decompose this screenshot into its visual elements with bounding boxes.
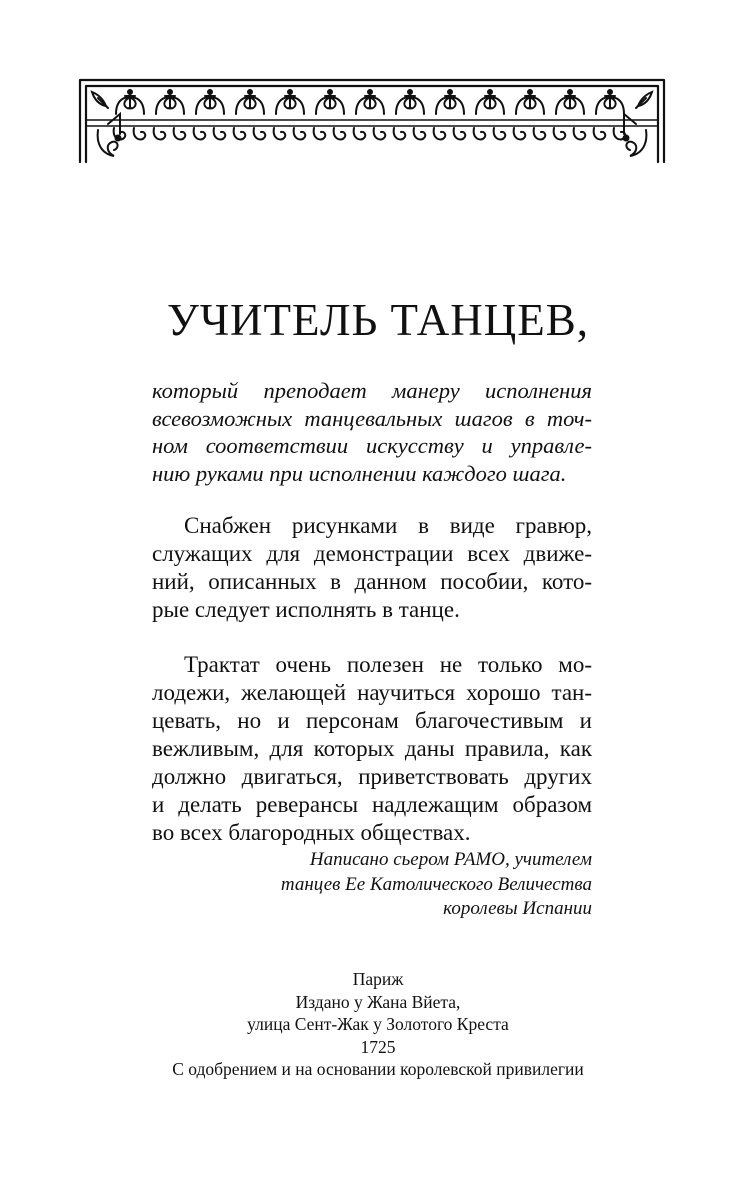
ornament-motif: [194, 90, 226, 140]
ornament-motif: [274, 90, 306, 140]
paragraph-line: во всех благородных обществах.: [152, 820, 471, 845]
imprint-year: 1725: [360, 1036, 396, 1057]
subtitle: [152, 377, 592, 487]
ornament-motif: [234, 90, 266, 140]
author-line: танцев Ее Католического Величества: [280, 873, 592, 895]
ornamental-header-border: [78, 78, 666, 164]
paragraph-treatise: [152, 651, 592, 847]
author-line: Написано сьером РАМО, учителем: [309, 849, 592, 870]
imprint-publisher: Издано у Жана Вйета,: [295, 991, 461, 1012]
imprint-city: Париж: [352, 969, 404, 989]
paragraph-line: вежливым, для которых даны правила, как: [152, 736, 592, 761]
paragraph-illustrations: [152, 512, 592, 624]
ornament-motif: [314, 90, 346, 140]
paragraph-line: цевать, но и персонам благочестивым и: [152, 708, 592, 733]
ornament-motif: [594, 90, 626, 140]
paragraph-line: Трактат очень полезен не только мо-: [184, 652, 592, 677]
page-title: УЧИТЕЛЬ ТАНЦЕВ,: [166, 295, 590, 345]
ornament-motif: [514, 90, 546, 140]
ornament-motif: [554, 90, 586, 140]
ornament-motif: [474, 90, 506, 140]
paragraph-line: ний, описанных в данном пособии, кото-: [152, 569, 592, 594]
subtitle-line: который преподает манеру исполнения: [152, 378, 592, 403]
author-credit: [152, 848, 592, 922]
subtitle-line: ном соответствии искусству и управле-: [152, 433, 592, 458]
subtitle-line: нию руками при исполнении каждого шага.: [152, 460, 567, 486]
paragraph-line: рые следует исполнять в танце.: [152, 597, 460, 622]
author-line: королевы Испании: [443, 898, 592, 919]
publisher-imprint: [0, 968, 756, 1081]
ornament-motif: [154, 90, 186, 140]
imprint-privilege: С одобрением и на основании королевской привилегии: [172, 1059, 584, 1079]
ornament-motif: [354, 90, 386, 140]
paragraph-line: служащих для демонстрации всех движе-: [152, 541, 592, 566]
ornament-motif: [434, 90, 466, 140]
imprint-address: улица Сент-Жак у Золотого Креста: [247, 1014, 509, 1034]
paragraph-line: Снабжен рисунками в виде гравюр,: [184, 513, 592, 538]
paragraph-line: должно двигаться, приветствовать других: [152, 764, 592, 789]
subtitle-line: всевозможных танцевальных шагов в точ-: [152, 405, 592, 431]
ornament-motif: [394, 90, 426, 140]
paragraph-line: лодежи, желающей научиться хорошо тан-: [152, 680, 592, 705]
paragraph-line: и делать реверансы надлежащим образом: [152, 792, 592, 817]
